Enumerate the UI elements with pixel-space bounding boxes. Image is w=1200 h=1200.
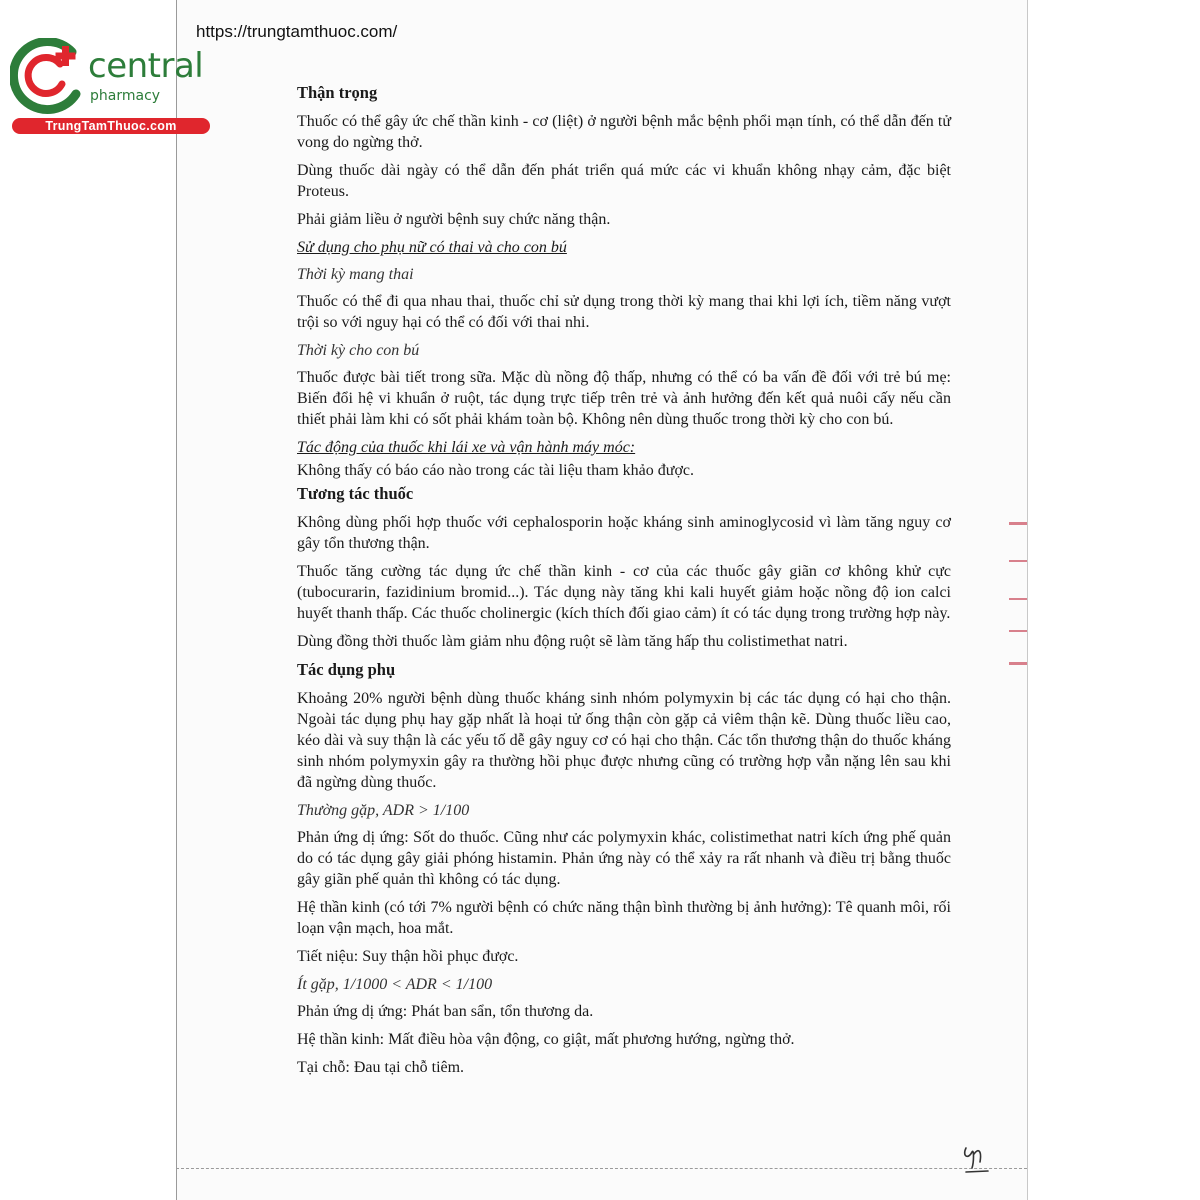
logo-subtitle: pharmacy — [90, 88, 161, 104]
section-heading: Thận trọng — [297, 83, 378, 102]
list-item: Tại chỗ: Đau tại chỗ tiêm. — [297, 1059, 465, 1076]
list-item: Hệ thần kinh: Mất điều hòa vận động, co giật, mất phương hướng, ngừng thở. — [297, 1031, 795, 1048]
paragraph: Thuốc có thể đi qua nhau thai, thuốc chỉ sử dụng trong thời kỳ mang thai khi lợi ích, tiềm năng vượt trội so với nguy hại có thể có đối với thai nhi. — [297, 293, 951, 331]
paragraph: Không thấy có báo cáo nào trong các tài liệu tham khảo được. — [297, 462, 694, 479]
subsection-label: Thời kỳ cho con bú — [297, 342, 420, 359]
paragraph: Thuốc tăng cường tác dụng ức chế thần kinh - cơ của các thuốc gây giãn cơ không khử cực (tubocurarin, fazidinium bromid...). Tác dụng này tăng khi kali huyết giảm hoặc nồng độ ion calci huyết thanh thấp. Các thuốc cholinergic (kích thích đối giao cảm) ít có tác dụng trong trường hợp này. — [297, 563, 951, 622]
subsection-heading: Tác động của thuốc khi lái xe và vận hành máy móc: — [297, 439, 636, 456]
paragraph: Dùng đồng thời thuốc làm giảm nhu động ruột sẽ làm tăng hấp thu colistimethat natri. — [297, 633, 848, 650]
paragraph: Khoảng 20% người bệnh dùng thuốc kháng sinh nhóm polymyxin bị các tác dụng có hại cho thận. Ngoài tác dụng phụ hay gặp nhất là hoại tử ống thận còn gặp cả viêm thận kẽ. Dùng thuốc liều cao, kéo dài và suy thận là các yếu tố dễ gây nguy cơ có hại cho thận. Các tổn thương thận do thuốc kháng sinh nhóm polymyxin gây ra thường hồi phục được nhưng cũng có trường hợp vẫn nặng lên sau khi đã ngừng dùng thuốc. — [297, 690, 951, 791]
subsection-label: Thời kỳ mang thai — [297, 266, 414, 283]
paragraph: Phải giảm liều ở người bệnh suy chức năng thận. — [297, 211, 611, 228]
edge-stamp-mark — [1009, 560, 1027, 562]
paragraph: Thuốc được bài tiết trong sữa. Mặc dù nồng độ thấp, nhưng có thể có ba vấn đề đối với trẻ bú mẹ: Biến đổi hệ vi khuẩn ở ruột, tác dụng trực tiếp trên trẻ và ảnh hưởng đến kết quả nuôi cấy nếu cần thiết phải làm khi có sốt phải khám toàn bộ. Không nên dùng thuốc trong thời kỳ cho con bú. — [297, 369, 951, 428]
list-item: Phản ứng dị ứng: Sốt do thuốc. Cũng như các polymyxin khác, colistimethat natri kích ứng phế quản do có tác dụng gây giải phóng histamin. Phản ứng này có thể xảy ra rất nhanh và điều trị bằng thuốc gây giãn phế quản thì không có tác dụng. — [297, 829, 951, 888]
paragraph: Dùng thuốc dài ngày có thể dẫn đến phát triển quá mức các vi khuẩn không nhạy cảm, đặc biệt Proteus. — [297, 162, 951, 200]
logo-site-badge: TrungTamThuoc.com — [12, 118, 210, 134]
paragraph: Thuốc có thể gây ức chế thần kinh - cơ (liệt) ở người bệnh mắc bệnh phổi mạn tính, có thể dẫn đến tử vong do ngừng thở. — [297, 113, 951, 151]
subsection-heading: Sử dụng cho phụ nữ có thai và cho con bú — [297, 239, 567, 256]
frequency-label: Thường gặp, ADR > 1/100 — [297, 802, 470, 819]
document-content — [297, 82, 951, 1085]
edge-stamp-mark — [1009, 630, 1027, 632]
left-margin — [0, 0, 176, 1200]
edge-stamp-mark — [1009, 598, 1027, 600]
frequency-label: Ít gặp, 1/1000 < ADR < 1/100 — [297, 976, 493, 993]
handwritten-initial-signature — [960, 1138, 994, 1178]
list-item: Phản ứng dị ứng: Phát ban sẩn, tổn thương da. — [297, 1003, 594, 1020]
section-heading: Tác dụng phụ — [297, 660, 396, 679]
section-heading: Tương tác thuốc — [297, 484, 414, 503]
watermark-url: https://trungtamthuoc.com/ — [196, 22, 398, 41]
logo-wordmark: central — [88, 46, 204, 86]
right-background — [1027, 0, 1200, 1200]
list-item: Tiết niệu: Suy thận hồi phục được. — [297, 948, 519, 965]
paragraph: Không dùng phối hợp thuốc với cephalosporin hoặc kháng sinh aminoglycosid vì làm tăng nguy cơ gây tổn thương thận. — [297, 514, 951, 552]
edge-stamp-mark — [1009, 662, 1027, 665]
edge-stamp-mark — [1009, 522, 1027, 525]
page-bottom-edge — [176, 1168, 1027, 1169]
list-item: Hệ thần kinh (có tới 7% người bệnh có chức năng thận bình thường bị ảnh hưởng): Tê quanh môi, rối loạn vận mạch, hoa mắt. — [297, 899, 951, 937]
